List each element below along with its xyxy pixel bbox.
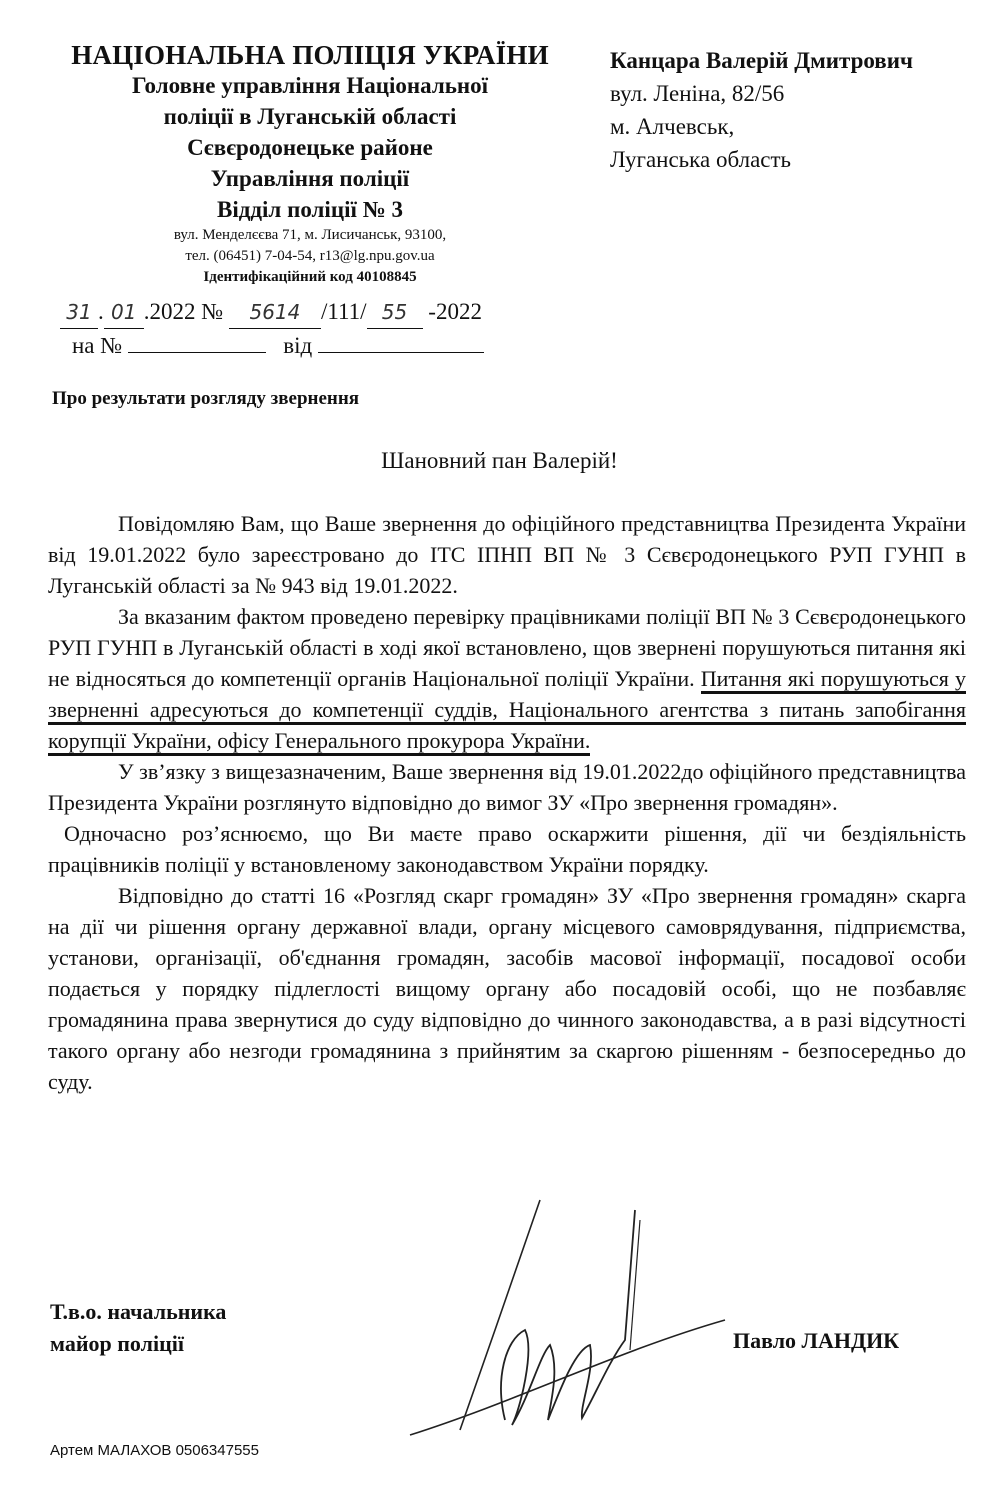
org-id-code: Ідентифікаційний код 40108845	[203, 269, 417, 285]
recipient-name: Канцара Валерій Дмитрович	[610, 48, 913, 73]
recipient-city: м. Алчевськ,	[610, 114, 735, 139]
reg-index: /111/	[320, 299, 367, 324]
reply-number-label: на №	[72, 333, 123, 358]
position-line-2: майор поліції	[50, 1331, 184, 1356]
reply-number-blank	[128, 334, 266, 353]
org-line: Сєвєродонецьке районе	[187, 135, 433, 160]
org-line: поліції в Луганській області	[163, 104, 457, 129]
greeting: Шановний пан Валерій!	[381, 448, 618, 473]
org-contacts: тел. (06451) 7-04-54, r13@lg.npu.gov.ua	[185, 248, 435, 264]
signatory-name: Павло ЛАНДИК	[733, 1328, 900, 1353]
organization-header	[20, 40, 600, 288]
executor-info: Артем МАЛАХОВ 0506347555	[50, 1442, 259, 1459]
registration-line: 31 . 01 .2022 № 5614 /111/ 55 -2022	[60, 296, 482, 329]
paragraph-1: Повідомляю Вам, що Ваше звернення до офіційного представництва Президента України від 19.01.2022 було зареєстровано до ІТС ІПНП ВП № 3 Сєвєродонецького РУП ГУНП в Луганській області за № 943 від 19.01.2022.	[48, 511, 966, 598]
reg-day: 31	[60, 296, 98, 329]
handwritten-signature	[400, 1180, 730, 1440]
reg-suffix: -2022	[428, 299, 482, 324]
reply-date-blank	[318, 334, 484, 353]
position-line-1: Т.в.о. начальника	[50, 1299, 227, 1324]
reply-date-label: від	[283, 333, 313, 358]
org-line: Головне управління Національної	[131, 73, 489, 98]
reply-to-line	[72, 330, 484, 362]
org-name: НАЦІОНАЛЬНА ПОЛІЦІЯ УКРАЇНИ	[71, 40, 549, 70]
paragraph-2	[48, 601, 966, 756]
underlined-statement: Питання які порушуються у зверненні адресуються до компетенції суддів, Національного агентства з питань запобігання корупції України, офісу Генерального прокурора України.	[48, 666, 966, 756]
org-line: Управління поліції	[210, 166, 410, 191]
letter-subject: Про результати розгляду звернення	[52, 388, 360, 409]
reg-number: 5614	[229, 296, 321, 329]
org-address: вул. Менделєєва 71, м. Лисичанськ, 93100,	[173, 227, 447, 243]
reg-month: 01	[104, 296, 144, 329]
paragraph-5: Відповідно до статті 16 «Розгляд скарг громадян» ЗУ «Про звернення громадян» скарга на дії чи рішення органу державної влади, органу місцевого самоврядування, підприємства, установи, організації, об'єднання громадян, засобів масової інформації, посадової особи подається у порядку підлеглості вищому органу або посадовій особі, що не позбавляє громадянина права звернутися до суду відповідно до чинного законодавства, а в разі відсутності такого органу або незгоди громадянина з прийнятим за скаргою рішенням - безпосередньо до суду.	[48, 883, 966, 1094]
recipient-region: Луганська область	[610, 147, 792, 172]
recipient-block	[610, 44, 990, 176]
letter-body	[48, 508, 966, 1097]
paragraph-2-text: За вказаним фактом проведено перевірку працівниками поліції ВП № 3 Сєвєродонецького РУП ГУНП в Луганській області в ході якої встановлено, щов звернені порушуються питання які не відносяться до компетенції органів Національної поліції України.	[48, 604, 966, 691]
recipient-street: вул. Леніна, 82/56	[610, 81, 785, 106]
paragraph-3: У зв’язку з вищезазначеним, Ваше звернення від 19.01.2022до офіційного представництва Президента України розглянуто відповідно до вимог ЗУ «Про звернення громадян».	[48, 759, 966, 815]
signatory-position	[50, 1296, 226, 1360]
reg-sub: 55	[367, 296, 423, 329]
paragraph-4: Одночасно роз’яснюємо, що Ви маєте право оскаржити рішення, дії чи бездіяльність працівників поліції у встановленому законодавством України порядку.	[48, 821, 966, 877]
reg-year: .2022 №	[143, 299, 224, 324]
org-department: Відділ поліції № 3	[217, 197, 403, 222]
